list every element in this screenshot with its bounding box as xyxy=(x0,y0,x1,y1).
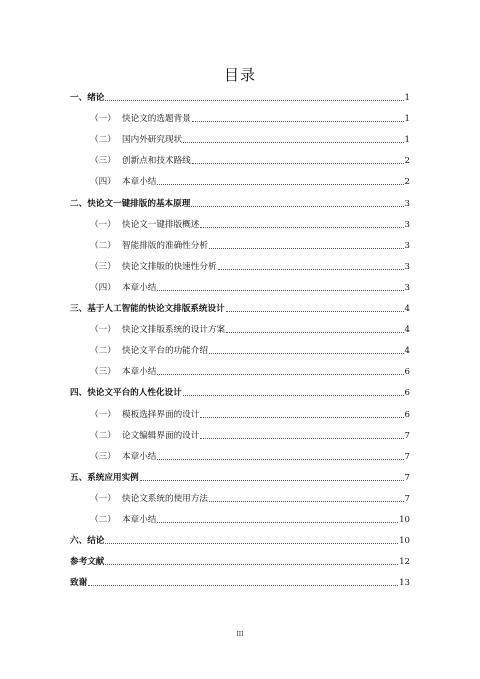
toc-entry-number: （二） xyxy=(90,346,116,357)
toc-entry-text: 快论文排版系统的设计方案 xyxy=(122,325,226,336)
toc-dot-leader xyxy=(157,184,403,185)
toc-page-number: 13 xyxy=(399,578,410,589)
table-of-contents xyxy=(70,82,410,588)
toc-entry-text: 快论文平台的功能介绍 xyxy=(122,346,208,357)
toc-section-entry[interactable] xyxy=(70,251,410,272)
toc-section-entry[interactable] xyxy=(70,145,410,166)
toc-chapter-entry[interactable] xyxy=(70,293,410,314)
toc-dot-leader xyxy=(200,417,403,418)
toc-entry-number: 四、 xyxy=(70,388,88,399)
toc-page-number: 1 xyxy=(404,135,410,146)
toc-entry-text: 快论文平台的人性化设计 xyxy=(87,388,182,399)
toc-section-entry[interactable] xyxy=(70,272,410,293)
toc-entry-label xyxy=(90,260,217,272)
toc-entry-text: 绪论 xyxy=(87,93,105,104)
toc-page-number: 1 xyxy=(404,93,410,104)
toc-section-entry[interactable] xyxy=(70,483,410,504)
toc-entry-number: （二） xyxy=(90,514,116,525)
toc-entry-text: 快论文排版的快速性分析 xyxy=(122,261,217,272)
toc-entry-number: 六、 xyxy=(70,536,88,547)
toc-section-entry[interactable] xyxy=(70,420,410,441)
toc-entry-label xyxy=(90,154,191,166)
toc-entry-label xyxy=(90,281,156,293)
toc-dot-leader xyxy=(200,438,403,439)
toc-entry-number: （二） xyxy=(90,135,116,146)
toc-entry-label xyxy=(90,112,191,124)
toc-entry-text: 本章小结 xyxy=(122,367,157,378)
toc-dot-leader xyxy=(191,206,403,207)
toc-entry-label xyxy=(90,513,156,525)
toc-entry-text: 智能排版的准确性分析 xyxy=(122,240,208,251)
toc-page-number: 3 xyxy=(404,240,410,251)
toc-entry-number: （一） xyxy=(90,114,116,125)
toc-page-number: 2 xyxy=(404,156,410,167)
toc-section-entry[interactable] xyxy=(70,398,410,419)
toc-page-number: 3 xyxy=(404,282,410,293)
toc-entry-label xyxy=(90,175,156,187)
toc-entry-number: （三） xyxy=(90,261,116,272)
toc-page-number: 6 xyxy=(404,367,410,378)
toc-dot-leader xyxy=(226,311,404,312)
toc-entry-number: （四） xyxy=(90,282,116,293)
page-folio: III xyxy=(236,631,244,638)
toc-entry-label xyxy=(90,450,156,462)
toc-page-number: 10 xyxy=(399,536,410,547)
toc-entry-label xyxy=(90,239,208,251)
toc-page-number: 7 xyxy=(404,430,410,441)
toc-entry-label xyxy=(70,471,139,483)
toc-chapter-entry[interactable] xyxy=(70,567,410,588)
toc-entry-label xyxy=(90,429,199,441)
toc-section-entry[interactable] xyxy=(70,124,410,145)
toc-entry-number: （三） xyxy=(90,367,116,378)
toc-entry-text: 国内外研究现状 xyxy=(122,135,183,146)
toc-page-number: 1 xyxy=(404,114,410,125)
toc-chapter-entry[interactable] xyxy=(70,525,410,546)
toc-page-number: 6 xyxy=(404,388,410,399)
toc-dot-leader xyxy=(105,543,398,544)
toc-entry-text: 本章小结 xyxy=(122,451,157,462)
toc-entry-label xyxy=(70,386,182,398)
toc-entry-number: 二、 xyxy=(70,198,88,209)
toc-section-entry[interactable] xyxy=(70,356,410,377)
toc-dot-leader xyxy=(183,395,404,396)
toc-section-entry[interactable] xyxy=(70,335,410,356)
toc-entry-number: （一） xyxy=(90,493,116,504)
toc-entry-text: 快论文一键排版的基本原理 xyxy=(87,198,191,209)
toc-entry-text: 创新点和技术路线 xyxy=(122,156,191,167)
toc-entry-number: 三、 xyxy=(70,304,88,315)
toc-entry-label xyxy=(70,91,104,103)
toc-entry-label xyxy=(70,555,104,567)
toc-section-entry[interactable] xyxy=(70,314,410,335)
toc-entry-number: （四） xyxy=(90,177,116,188)
toc-page-number: 7 xyxy=(404,472,410,483)
toc-entry-number: （一） xyxy=(90,325,116,336)
toc-dot-leader xyxy=(157,522,398,523)
toc-entry-number: （一） xyxy=(90,409,116,420)
toc-entry-label xyxy=(70,576,87,588)
toc-entry-text: 快论文的选题背景 xyxy=(122,114,191,125)
toc-entry-text: 论文编辑界面的设计 xyxy=(122,430,200,441)
toc-dot-leader xyxy=(157,459,403,460)
toc-entry-number: 一、 xyxy=(70,93,88,104)
toc-entry-text: 快论文一键排版概述 xyxy=(122,219,200,230)
toc-entry-number: （二） xyxy=(90,240,116,251)
toc-dot-leader xyxy=(218,269,404,270)
toc-page-number: 2 xyxy=(404,177,410,188)
toc-entry-label xyxy=(90,323,225,335)
toc-dot-leader xyxy=(157,290,403,291)
toc-entry-text: 本章小结 xyxy=(122,177,157,188)
toc-section-entry[interactable] xyxy=(70,504,410,525)
toc-dot-leader xyxy=(192,163,404,164)
toc-entry-label xyxy=(90,344,208,356)
toc-section-entry[interactable] xyxy=(70,230,410,251)
toc-entry-text: 模板选择界面的设计 xyxy=(122,409,200,420)
toc-entry-label xyxy=(70,197,190,209)
toc-entry-text: 基于人工智能的快论文排版系统设计 xyxy=(87,304,225,315)
toc-entry-text: 致谢 xyxy=(70,578,88,589)
toc-page-number: 4 xyxy=(404,304,410,315)
toc-page-number: 3 xyxy=(404,198,410,209)
toc-entry-label xyxy=(90,408,199,420)
toc-entry-text: 本章小结 xyxy=(122,514,157,525)
toc-entry-text: 本章小结 xyxy=(122,282,157,293)
toc-section-entry[interactable] xyxy=(70,166,410,187)
toc-dot-leader xyxy=(88,585,398,586)
toc-entry-label xyxy=(90,492,208,504)
toc-page-number: 7 xyxy=(404,451,410,462)
toc-page-number: 7 xyxy=(404,493,410,504)
toc-entry-text: 参考文献 xyxy=(70,557,105,568)
toc-dot-leader xyxy=(183,142,403,143)
toc-chapter-entry[interactable] xyxy=(70,462,410,483)
toc-page-number: 3 xyxy=(404,261,410,272)
toc-page-number: 4 xyxy=(404,325,410,336)
toc-entry-text: 快论文系统的使用方法 xyxy=(122,493,208,504)
toc-entry-number: （二） xyxy=(90,430,116,441)
toc-dot-leader xyxy=(209,501,404,502)
toc-chapter-entry[interactable] xyxy=(70,377,410,398)
toc-dot-leader xyxy=(105,564,398,565)
toc-section-entry[interactable] xyxy=(70,441,410,462)
toc-page-number: 3 xyxy=(404,219,410,230)
toc-section-entry[interactable] xyxy=(70,209,410,230)
toc-dot-leader xyxy=(226,332,403,333)
toc-page-number: 6 xyxy=(404,409,410,420)
toc-dot-leader xyxy=(140,480,404,481)
toc-entry-label xyxy=(70,534,104,546)
toc-page-number: 12 xyxy=(399,557,410,568)
toc-entry-text: 系统应用实例 xyxy=(87,472,139,483)
toc-section-entry[interactable] xyxy=(70,103,410,124)
toc-entry-label xyxy=(90,133,182,145)
toc-dot-leader xyxy=(157,374,403,375)
toc-page-number: 4 xyxy=(404,346,410,357)
toc-entry-label xyxy=(90,365,156,377)
toc-dot-leader xyxy=(105,100,403,101)
toc-entry-number: 五、 xyxy=(70,472,88,483)
toc-page-number: 10 xyxy=(399,514,410,525)
toc-dot-leader xyxy=(209,248,404,249)
toc-chapter-entry[interactable] xyxy=(70,187,410,208)
toc-chapter-entry[interactable] xyxy=(70,546,410,567)
toc-title: 目录 xyxy=(223,66,256,84)
toc-dot-leader xyxy=(192,121,404,122)
toc-dot-leader xyxy=(200,227,403,228)
toc-entry-number: （三） xyxy=(90,156,116,167)
toc-entry-number: （一） xyxy=(90,219,116,230)
toc-entry-text: 结论 xyxy=(87,536,105,547)
toc-entry-number: （三） xyxy=(90,451,116,462)
toc-entry-label xyxy=(70,302,225,314)
toc-dot-leader xyxy=(209,353,404,354)
toc-entry-label xyxy=(90,218,199,230)
toc-chapter-entry[interactable] xyxy=(70,82,410,103)
